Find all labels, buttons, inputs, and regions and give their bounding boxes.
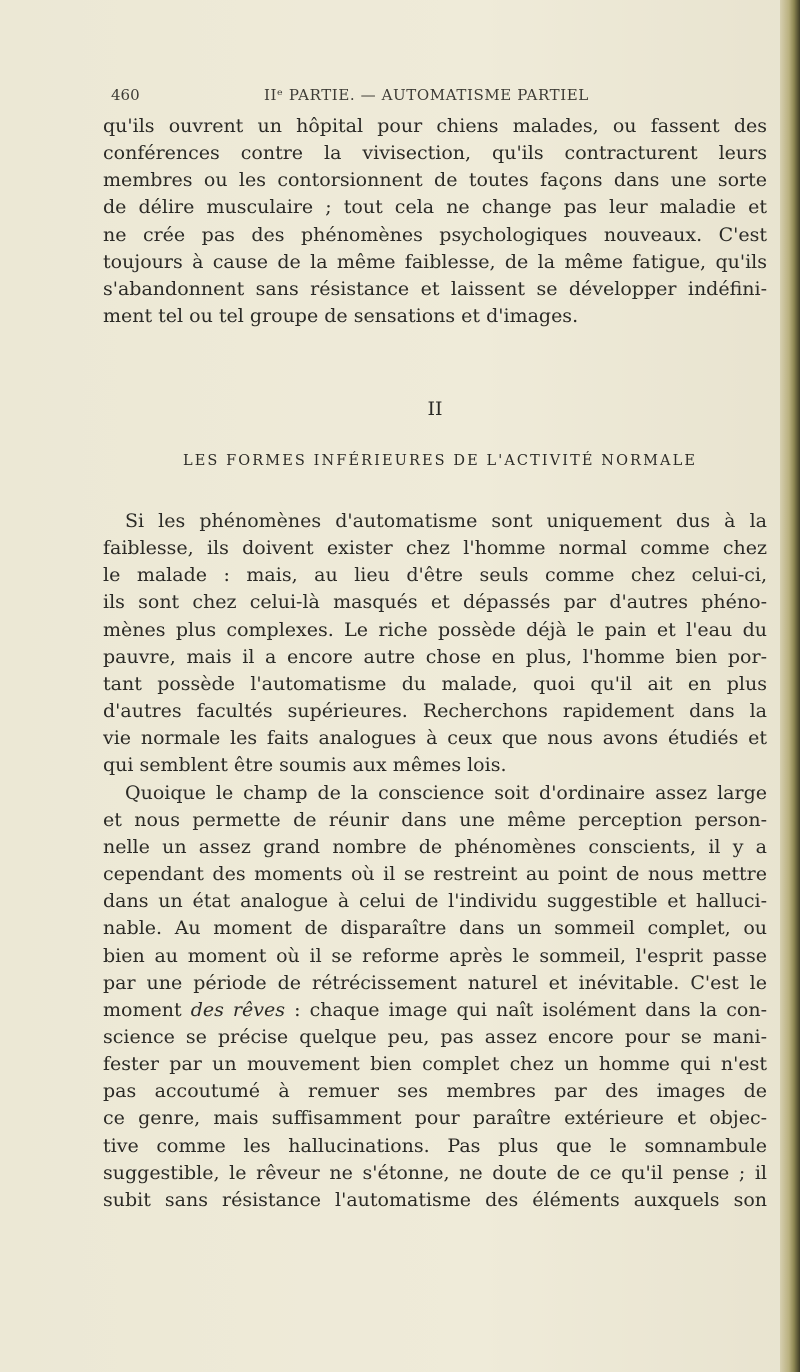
text-line: science se précise quelque peu, pas assez encore pour se mani- [103, 1025, 767, 1048]
text-line: et nous permette de réunir dans une même perception person- [103, 808, 767, 831]
text-line: qui semblent être soumis aux mêmes lois. [103, 754, 507, 777]
text-line: d'autres facultés supérieures. Recherchons rapidement dans la [103, 700, 767, 723]
text-line: vie normale les faits analogues à ceux que nous avons étudiés et [103, 727, 767, 750]
text-line: fester par un mouvement bien complet chez un homme qui n'est [103, 1053, 767, 1076]
text-line-with-italic [103, 997, 767, 1024]
text-line: tive comme les hallucinations. Pas plus que le somnambule [103, 1134, 767, 1157]
text-line: nelle un assez grand nombre de phénomènes conscients, il y a [103, 835, 767, 858]
paragraph-2 [103, 508, 767, 1214]
text-line: tant possède l'automatisme du malade, quoi qu'il ait en plus [103, 672, 767, 695]
text-line: toujours à cause de la même faiblesse, de la même fatigue, qu'ils [103, 250, 767, 273]
text-line: bien au moment où il se reforme après le sommeil, l'esprit passe [103, 944, 767, 967]
text-line: dans un état analogue à celui de l'individu suggestible et halluci- [103, 890, 767, 913]
text-line: pas accoutumé à remuer ses membres par des images de [103, 1080, 767, 1103]
text-line: s'abandonnent sans résistance et laissent se développer indéfini- [103, 277, 767, 300]
text-line: par une période de rétrécissement naturel et inévitable. C'est le [103, 971, 767, 994]
text-line: ment tel ou tel groupe de sensations et d'images. [103, 305, 579, 328]
running-title: IIᵉ PARTIE. — AUTOMATISME PARTIEL [264, 86, 589, 104]
italic-phrase: des rêves [190, 998, 285, 1021]
text-line: pauvre, mais il a encore autre chose en plus, l'homme bien por- [103, 645, 767, 668]
text-line: faiblesse, ils doivent exister chez l'homme normal comme chez [103, 537, 767, 560]
text-line: mènes plus complexes. Le riche possède déjà le pain et l'eau du [103, 618, 767, 641]
text-line: ils sont chez celui-là masqués et dépassés par d'autres phéno- [103, 591, 767, 614]
text-line: suggestible, le rêveur ne s'étonne, ne doute de ce qu'il pense ; il [103, 1161, 767, 1184]
text-line: subit sans résistance l'automatisme des éléments auxquels son [103, 1188, 767, 1211]
section-title: LES FORMES INFÉRIEURES DE L'ACTIVITÉ NORMALE [182, 453, 698, 469]
text-fragment: : chaque image qui naît isolément dans la con- [285, 998, 767, 1021]
text-line: le malade : mais, au lieu d'être seuls comme chez celui-ci, [103, 564, 767, 587]
text-line: Quoique le champ de la conscience soit d'ordinaire assez large [125, 781, 767, 804]
page-number: 460 [111, 86, 140, 104]
text-fragment: moment [103, 998, 191, 1021]
text-line: nable. Au moment de disparaître dans un sommeil complet, ou [103, 917, 767, 940]
text-line: Si les phénomènes d'automatisme sont uniquement dus à la [125, 510, 767, 532]
text-line: cependant des moments où il se restreint au point de nous mettre [103, 863, 767, 886]
text-line: membres ou les contorsionnent de toutes façons dans une sorte [103, 169, 767, 192]
text-line: de délire musculaire ; tout cela ne change pas leur maladie et [103, 196, 767, 219]
book-edge-shadow [780, 0, 800, 1372]
page-header [111, 86, 771, 108]
text-line: ce genre, mais suffisamment pour paraître extérieure et objec- [103, 1107, 767, 1130]
text-line: ne crée pas des phénomènes psychologiques nouveaux. C'est [103, 223, 767, 246]
text-line: qu'ils ouvrent un hôpital pour chiens malades, ou fassent des [103, 115, 767, 137]
text-line: conférences contre la vivisection, qu'ils contracturent leurs [103, 142, 767, 165]
paragraph-1 [103, 113, 767, 330]
section-number: II [427, 398, 443, 420]
